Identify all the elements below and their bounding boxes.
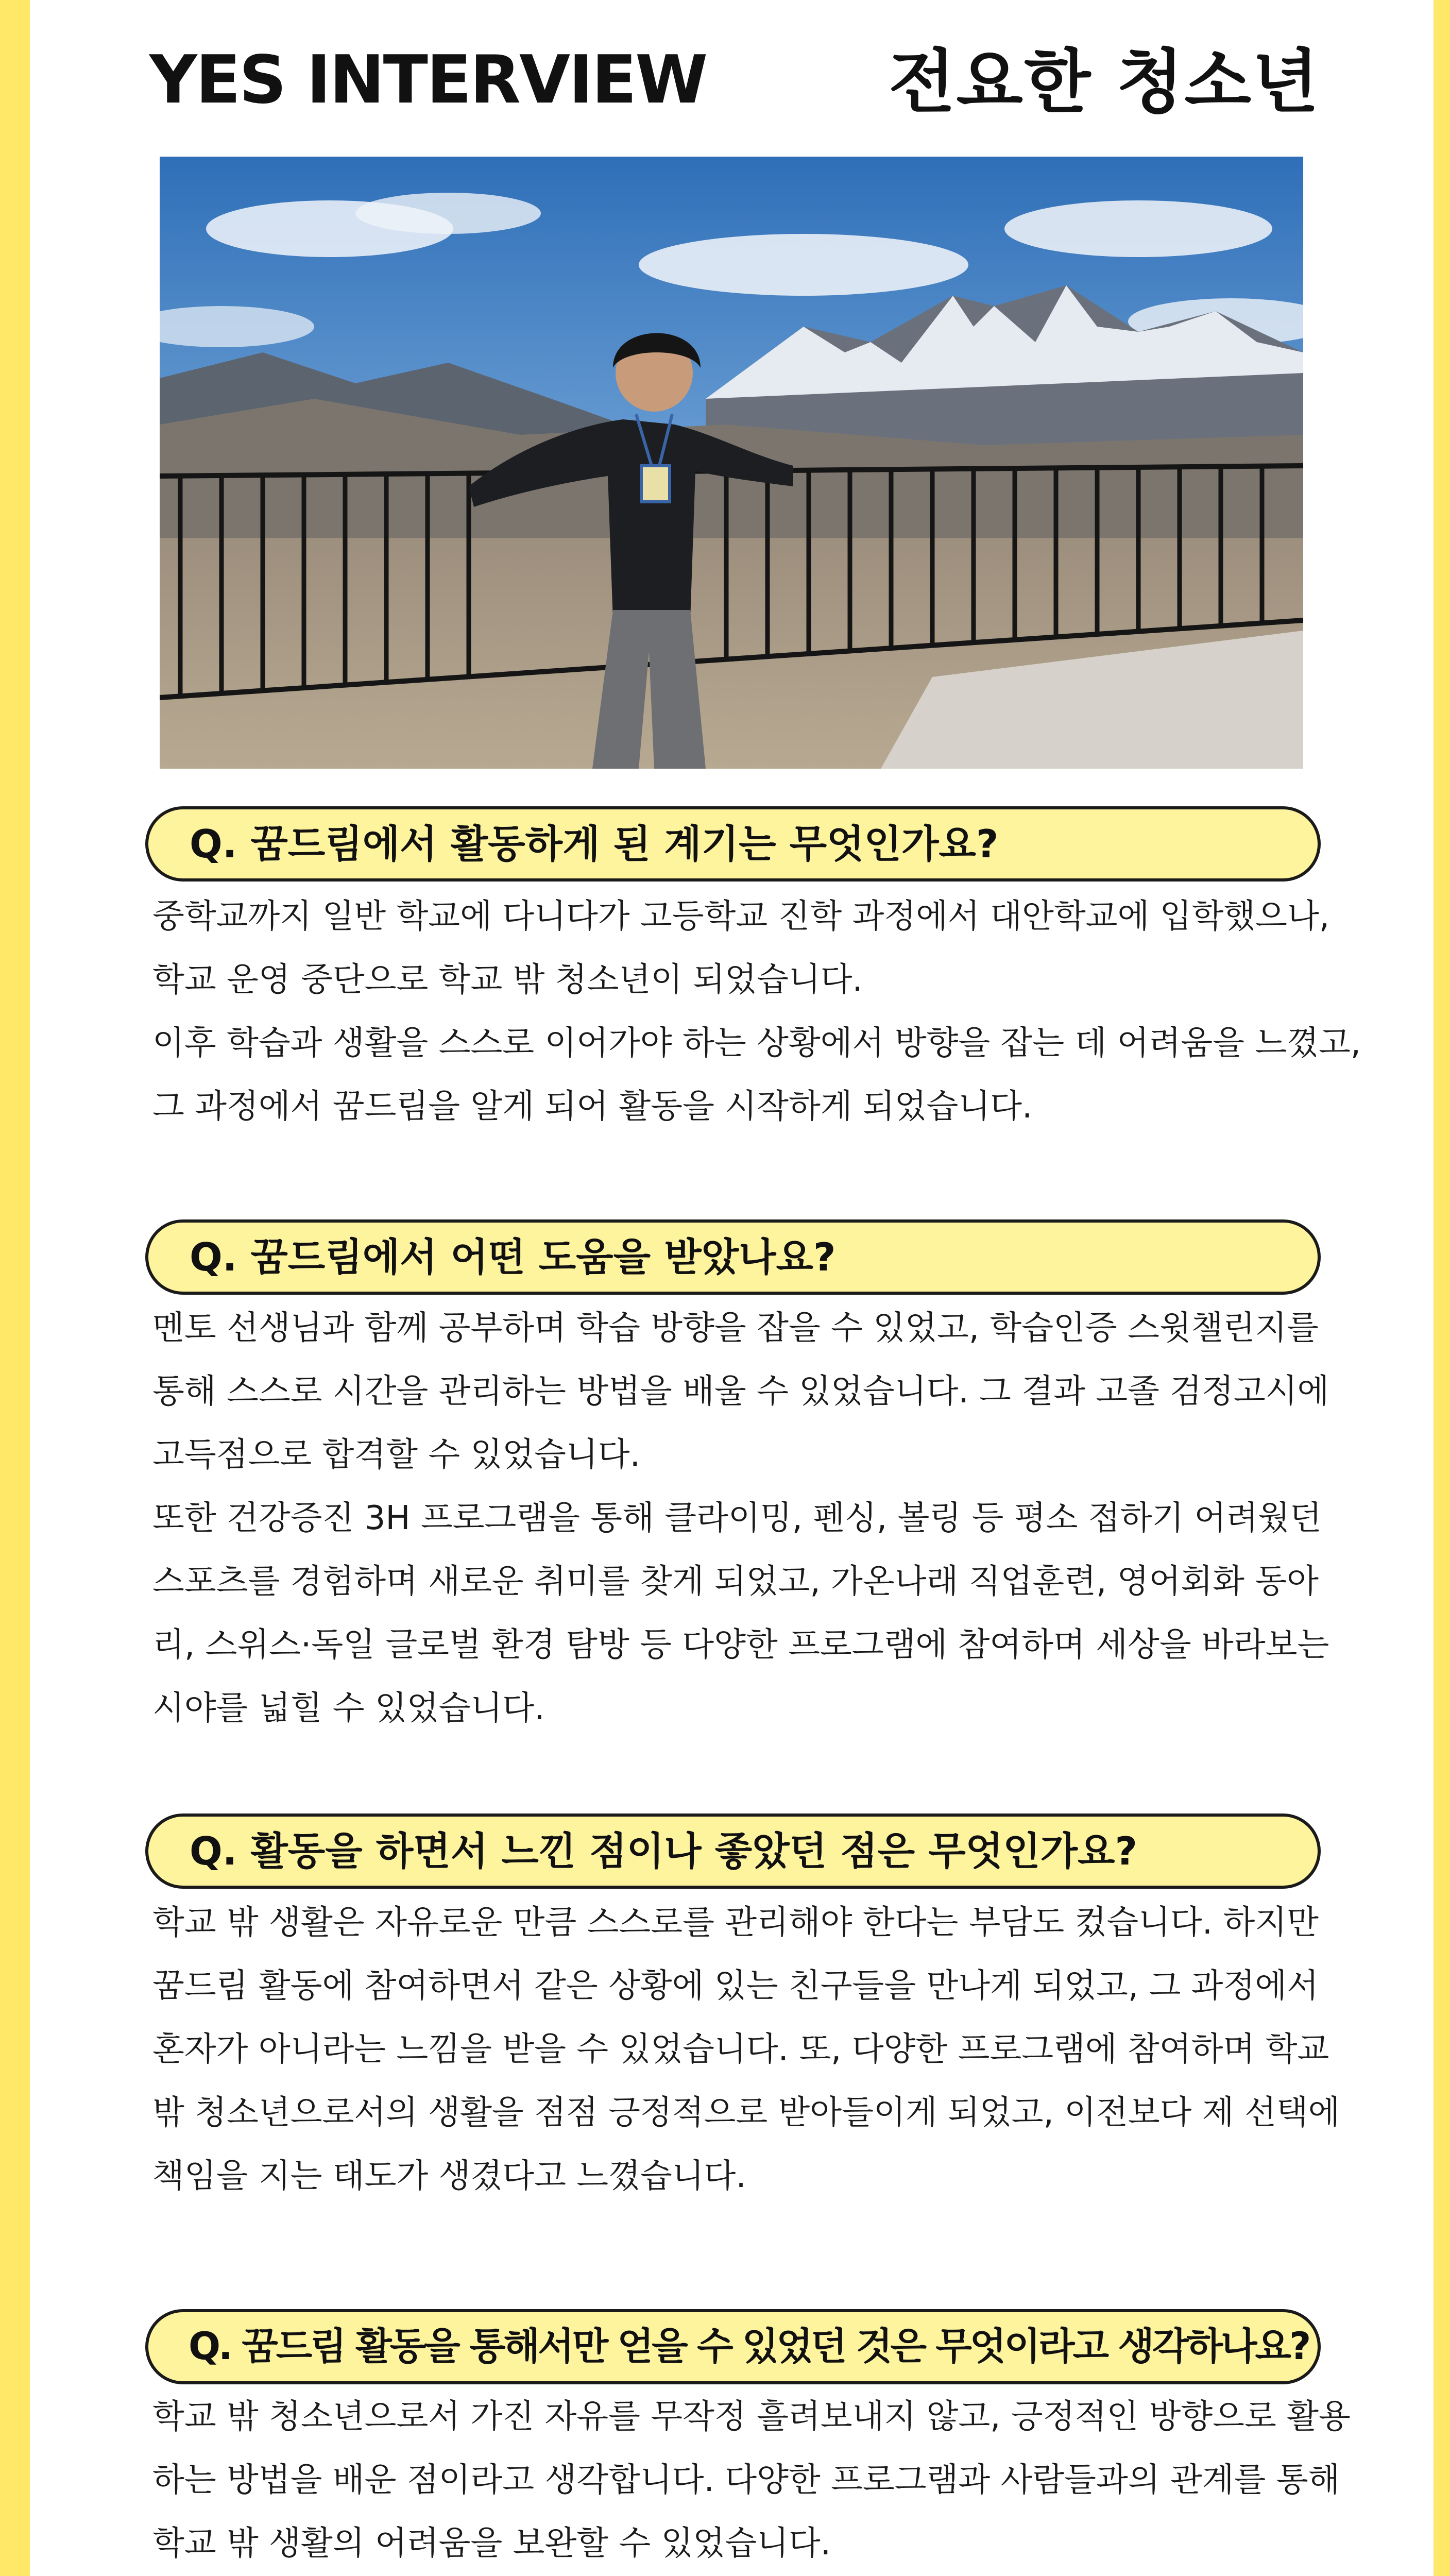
answer-line: 이후 학습과 생활을 스스로 이어가야 하는 상황에서 방향을 잡는 데 어려움을 느꼈고, [152,1024,1361,1062]
answer-line: 밖 청소년으로서의 생활을 점점 긍정적으로 받아들이게 되었고, 이전보다 제 선택에 [152,2094,1340,2132]
answer-line: 학교 밖 생활은 자유로운 만큼 스스로를 관리해야 한다는 부담도 컸습니다. 하지만 [152,1904,1319,1942]
header [0,0,1450,155]
question-text: Q. 활동을 하면서 느낀 점이나 좋았던 점은 무엇인가요? [190,1828,1137,1874]
question-text: Q. 꿈드림 활동을 통해서만 얻을 수 있었던 것은 무엇이라고 생각하나요? [189,2325,1309,2368]
question-box-2 [145,1219,1321,1295]
question-text: Q. 꿈드림에서 활동하게 된 계기는 무엇인가요? [190,821,999,867]
answer-block-1 [152,885,1361,1139]
answer-block-2 [152,1297,1332,1740]
answer-line: 중학교까지 일반 학교에 다니다가 고등학교 진학 과정에서 대안학교에 입학했으나, [152,897,1330,936]
photo-mountain-railing-icon [160,157,1303,769]
question-text: Q. 꿈드림에서 어떤 도움을 받았나요? [190,1234,836,1280]
interview-photo [160,157,1303,769]
answer-line: 혼자가 아니라는 느낌을 받을 수 있었습니다. 또, 다양한 프로그램에 참여하며 학교 [152,2030,1329,2069]
answer-line: 하는 방법을 배운 점이라고 생각합니다. 다양한 프로그램과 사람들과의 관계를 통해 [152,2461,1340,2499]
answer-line: 꿈드림 활동에 참여하면서 같은 상황에 있는 친구들을 만나게 되었고, 그 과정에서 [152,1967,1319,2005]
answer-block-3 [152,1891,1340,2208]
answer-line: 통해 스스로 시간을 관리하는 방법을 배울 수 있었습니다. 그 결과 고졸 검정고시에 [152,1372,1329,1411]
answer-line: 학교 밖 청소년으로서 가진 자유를 무작정 흘려보내지 않고, 긍정적인 방향으로 활용 [152,2398,1351,2436]
left-yellow-stripe [0,0,30,2576]
answer-line: 책임을 지는 태도가 생겼다고 느꼈습니다. [152,2157,746,2195]
answer-line: 그 과정에서 꿈드림을 알게 되어 활동을 시작하게 되었습니다. [152,1088,1033,1126]
question-box-4 [145,2309,1321,2384]
question-box-1 [145,806,1321,882]
answer-line: 멘토 선생님과 함께 공부하며 학습 방향을 잡을 수 있었고, 학습인증 스윗챌린지를 [152,1309,1319,1347]
interview-title: YES INTERVIEW [149,42,707,118]
answer-line: 학교 운영 중단으로 학교 밖 청소년이 되었습니다. [152,961,863,999]
answer-line: 리, 스위스·독일 글로벌 환경 탐방 등 다양한 프로그램에 참여하며 세상을 바라보는 [152,1626,1329,1664]
right-yellow-stripe [1434,0,1450,2576]
question-box-3 [145,1814,1321,1889]
answer-line: 또한 건강증진 3H 프로그램을 통해 클라이밍, 펜싱, 볼링 등 평소 접하기 어려웠던 [152,1499,1322,1537]
interviewee-name: 전요한 청소년 [889,42,1320,122]
answer-line: 고득점으로 합격할 수 있었습니다. [152,1436,640,1474]
answer-line: 스포츠를 경험하며 새로운 취미를 찾게 되었고, 가온나래 직업훈련, 영어회화 동아 [152,1563,1319,1601]
answer-line: 학교 밖 생활의 어려움을 보완할 수 있었습니다. [152,2524,831,2563]
answer-line: 시야를 넓힐 수 있었습니다. [152,1689,545,1727]
answer-block-4 [152,2385,1351,2575]
